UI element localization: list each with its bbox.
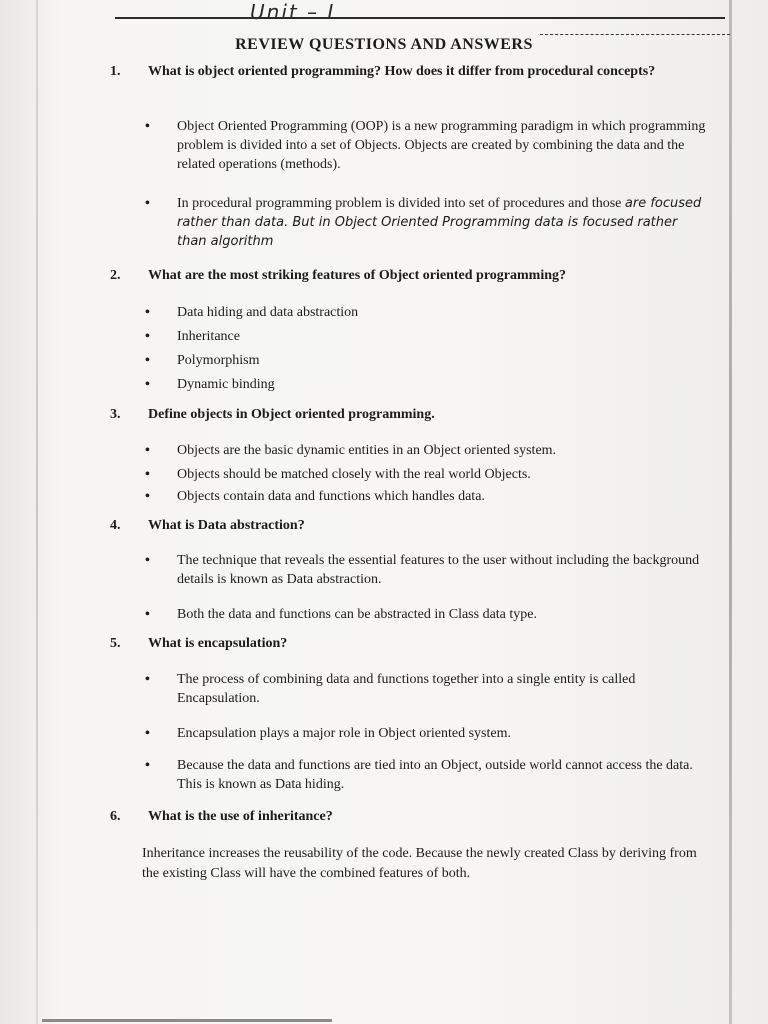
bullet-icon: •	[145, 377, 150, 392]
bullet-text: Data hiding and data abstraction	[177, 305, 359, 320]
scan-edge-mark	[42, 1019, 332, 1022]
bullet-icon: •	[145, 119, 150, 134]
bullet-text: Objects should be matched closely with the real world Objects.	[177, 467, 531, 482]
handwritten-unit-label: Unit – I	[250, 0, 336, 24]
question-text: What is encapsulation?	[148, 636, 288, 651]
bullet-text: Inheritance	[177, 329, 240, 344]
bullet-text: Polymorphism	[177, 353, 260, 368]
question-number: 4.	[110, 518, 121, 533]
answer-bullet	[145, 724, 710, 743]
answer-bullet	[145, 351, 710, 370]
answer-paragraph: Inheritance increases the reusability of the code. Because the newly created Class by deriving from the existing Class will have the combined features of both.	[142, 846, 697, 881]
question-number: 3.	[110, 407, 121, 422]
bullet-printed-text: In procedural programming problem is divided into set of procedures and those	[177, 196, 622, 211]
top-rule	[115, 17, 725, 19]
question-text: What is object oriented programming? How does it differ from procedural concepts?	[148, 64, 656, 79]
question-number: 2.	[110, 268, 121, 283]
bullet-text	[177, 194, 710, 251]
bullet-icon: •	[145, 443, 150, 458]
handwritten-continuation: are focused rather than data. But in Object Oriented Programming data is focused rather than algorithm	[177, 196, 702, 249]
question-number: 6.	[110, 809, 121, 824]
bullet-icon: •	[145, 467, 150, 482]
question-4	[110, 516, 710, 535]
answer-bullet	[145, 194, 710, 251]
question-number: 1.	[110, 64, 121, 79]
question-5	[110, 634, 710, 653]
bullet-icon: •	[145, 758, 150, 773]
question-2	[110, 266, 710, 285]
answer-bullet	[145, 670, 710, 708]
bullet-icon: •	[145, 489, 150, 504]
question-number: 5.	[110, 636, 121, 651]
answer-bullet	[145, 117, 710, 174]
bullet-icon: •	[145, 553, 150, 568]
question-1	[110, 62, 710, 81]
answer-bullet	[145, 303, 710, 322]
question-text: What is the use of inheritance?	[148, 809, 333, 824]
answer-bullet	[145, 441, 710, 460]
bullet-icon: •	[145, 329, 150, 344]
answer-bullet	[145, 465, 710, 484]
bullet-text: Because the data and functions are tied into an Object, outside world cannot access the data. This is known as Data hiding.	[177, 758, 693, 792]
bullet-text: Encapsulation plays a major role in Object oriented system.	[177, 726, 511, 741]
bullet-icon: •	[145, 607, 150, 622]
answer-bullet	[145, 551, 710, 589]
bullet-icon: •	[145, 196, 150, 211]
bullet-text: The technique that reveals the essential features to the user without including the background details is known as Data abstraction.	[177, 553, 700, 587]
page-title: REVIEW QUESTIONS AND ANSWERS	[235, 36, 533, 53]
page-left-edge	[36, 0, 38, 1024]
bullet-icon: •	[145, 305, 150, 320]
bullet-text: Objects contain data and functions which handles data.	[177, 489, 485, 504]
bullet-icon: •	[145, 672, 150, 687]
question-text: Define objects in Object oriented programming.	[148, 407, 435, 422]
question-3	[110, 405, 710, 424]
page-right-edge	[729, 0, 732, 1024]
answer-bullet	[145, 487, 710, 506]
answer-bullet	[145, 327, 710, 346]
question-text: What are the most striking features of Object oriented programming?	[148, 268, 566, 283]
bullet-text: Both the data and functions can be abstracted in Class data type.	[177, 607, 538, 622]
bullet-text: Objects are the basic dynamic entities in an Object oriented system.	[177, 443, 557, 458]
answer-bullet	[145, 375, 710, 394]
bullet-icon: •	[145, 353, 150, 368]
bullet-text: Object Oriented Programming (OOP) is a new programming paradigm in which programming problem is divided into a set of Objects. Objects are created by combining the data and the related operations (methods).	[177, 119, 706, 172]
question-text: What is Data abstraction?	[148, 518, 305, 533]
bullet-icon: •	[145, 726, 150, 741]
answer-bullet	[145, 605, 710, 624]
answer-bullet	[145, 756, 710, 794]
question-6	[110, 807, 710, 826]
bullet-text: The process of combining data and functions together into a single entity is called Encapsulation.	[177, 672, 636, 706]
bullet-text: Dynamic binding	[177, 377, 275, 392]
